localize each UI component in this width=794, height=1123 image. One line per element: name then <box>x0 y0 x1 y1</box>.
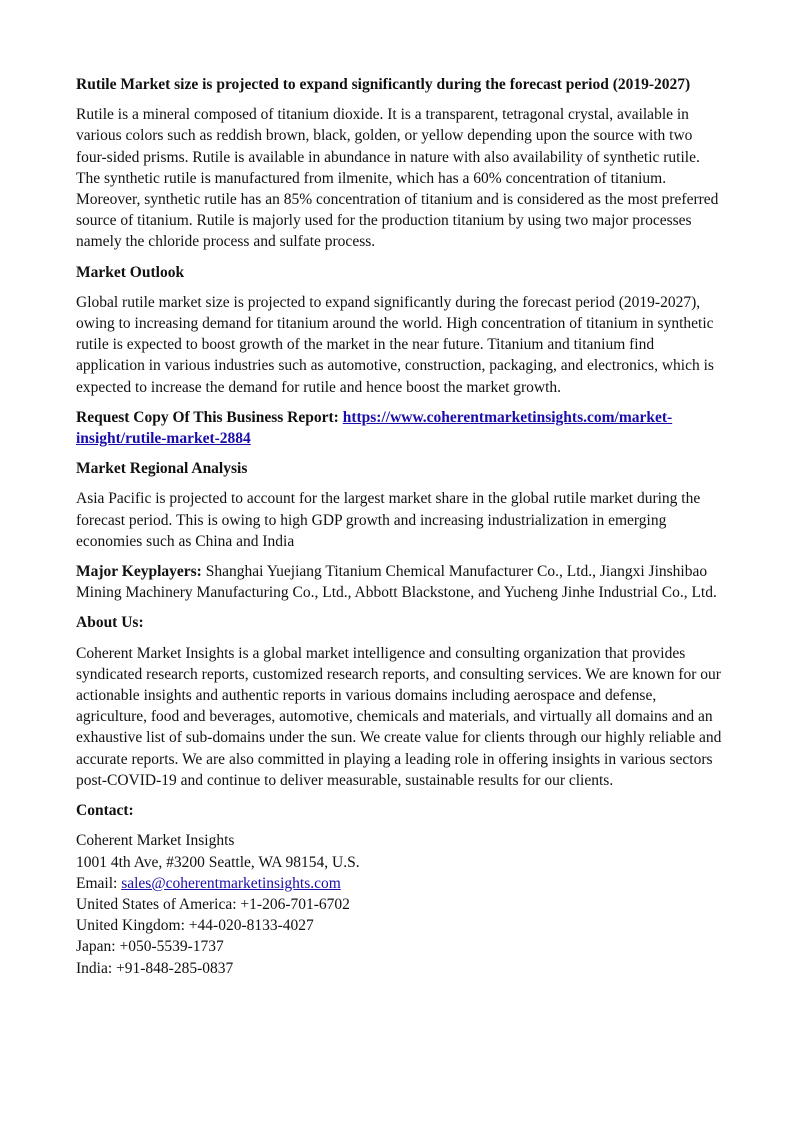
contact-block <box>76 830 722 978</box>
document-page <box>76 74 722 988</box>
contact-address: 1001 4th Ave, #3200 Seattle, WA 98154, U.S. <box>76 853 360 871</box>
contact-phone-usa: United States of America: +1-206-701-6702 <box>76 895 350 913</box>
contact-email-line <box>76 873 722 894</box>
market-outlook-paragraph: Global rutile market size is projected to expand significantly during the forecast period (2019-2027), owing to increasing demand for titanium around the world. High concentration of titanium in synthetic rutile is expected to boost growth of the market in the near future. Titanium and titanium find application in various industries such as automotive, construction, packaging, and electronics, which is expected to increase the demand for rutile and hence boost the market growth. <box>76 293 714 396</box>
keyplayers-text: Shanghai Yuejiang Titanium Chemical Manufacturer Co., Ltd., Jiangxi Jinshibao Mining Machinery Manufacturing Co., Ltd., Abbott Blackstone, and Yucheng Jinhe Industrial Co., Ltd. <box>76 563 717 602</box>
request-copy-line <box>76 407 722 449</box>
about-paragraph: Coherent Market Insights is a global market intelligence and consulting organization that provides syndicated research reports, customized research reports, and consulting services. We are known for our actionable insights and authentic reports in various domains including aerospace and defense, agriculture, food and beverages, automotive, chemicals and materials, and virtually all domains and an exhaustive list of sub-domains under the sun. We create value for clients through our highly reliable and accurate reports. We are also committed in playing a leading role in offering insights in various sectors post-COVID-19 and continue to deliver measurable, sustainable results for our clients. <box>76 644 722 789</box>
contact-email-label: Email: <box>76 874 122 892</box>
request-copy-label: Request Copy Of This Business Report: <box>76 408 339 426</box>
document-title: Rutile Market size is projected to expand significantly during the forecast period (2019-2027) <box>76 76 691 93</box>
about-heading: About Us: <box>76 614 144 632</box>
market-outlook-heading: Market Outlook <box>76 263 185 281</box>
intro-paragraph: Rutile is a mineral composed of titanium dioxide. It is a transparent, tetragonal crystal, available in various colors such as reddish brown, black, golden, or yellow depending upon the source with two four-sided prisms. Rutile is available in abundance in nature with also availability of synthetic rutile. The synthetic rutile is manufactured from ilmenite, which has a 60% concentration of titanium. Moreover, synthetic rutile has an 85% concentration of titanium and is considered as the most preferred source of titanium. Rutile is majorly used for the production titanium by using two major processes namely the chloride process and sulfate process. <box>76 106 719 251</box>
regional-analysis-heading: Market Regional Analysis <box>76 460 248 478</box>
contact-company: Coherent Market Insights <box>76 832 235 850</box>
contact-phone-uk: United Kingdom: +44-020-8133-4027 <box>76 917 314 935</box>
contact-phone-india: India: +91-848-285-0837 <box>76 959 234 977</box>
contact-phone-japan: Japan: +050-5539-1737 <box>76 938 224 956</box>
regional-analysis-paragraph: Asia Pacific is projected to account for the largest market share in the global rutile market during the forecast period. This is owing to high GDP growth and increasing industrialization in emerging economies such as China and India <box>76 490 701 550</box>
keyplayers-label: Major Keyplayers: <box>76 563 202 581</box>
report-link[interactable]: https://www.coherentmarketinsights.com/market-insight/rutile-market-2884 <box>76 408 673 448</box>
keyplayers-line <box>76 561 722 603</box>
contact-email-link[interactable]: sales@coherentmarketinsights.com <box>121 874 341 892</box>
contact-heading: Contact: <box>76 802 134 820</box>
